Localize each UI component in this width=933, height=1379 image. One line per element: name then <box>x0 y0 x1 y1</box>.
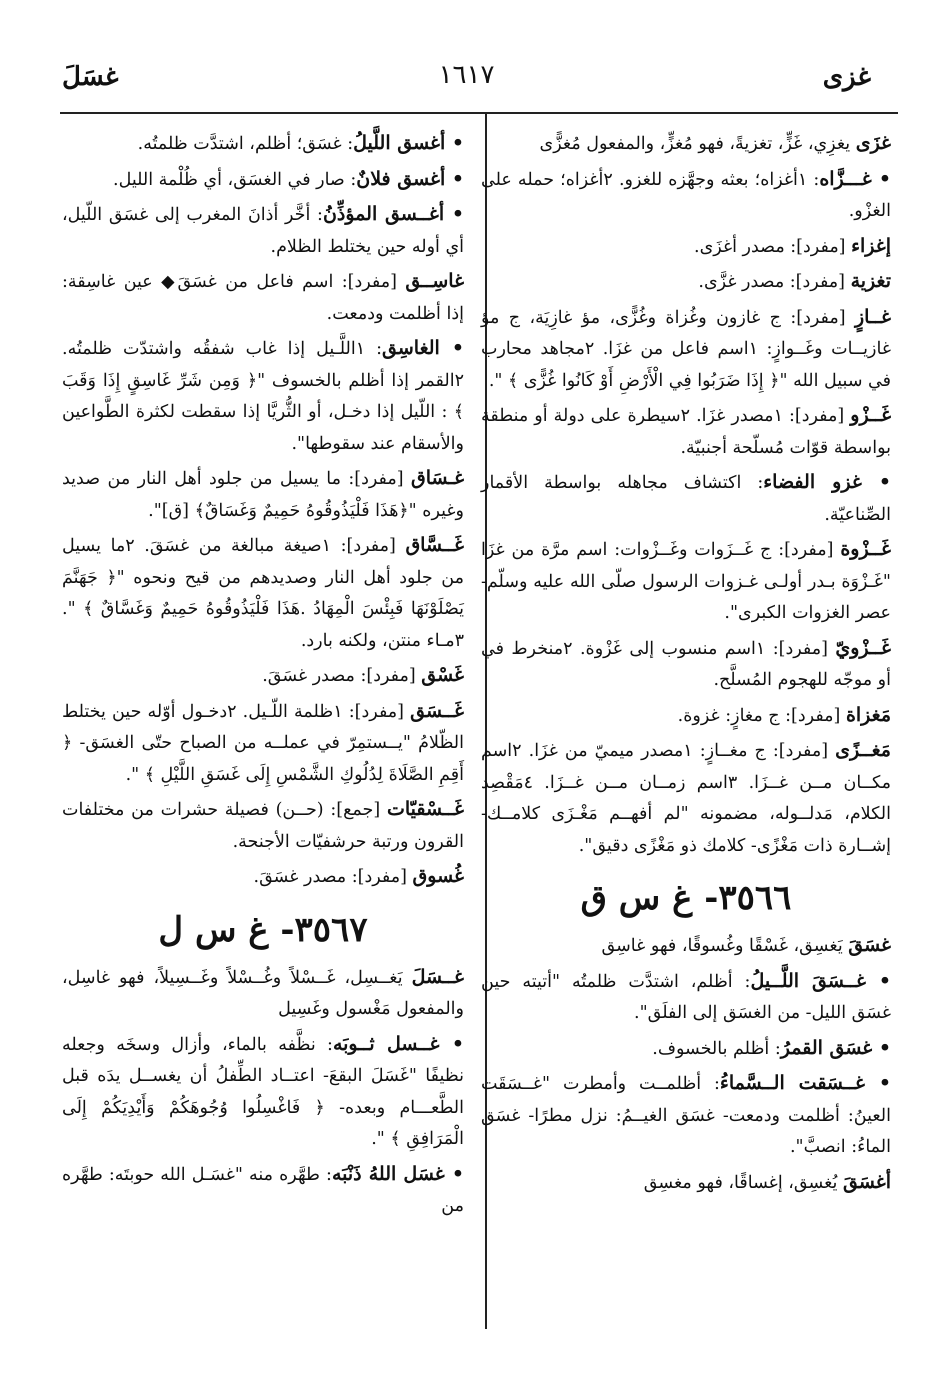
dictionary-entry <box>481 266 891 299</box>
entry-definition: [مفرد]: ١اسم منسوب إلى غَزْوة. ٢منخرط في أو موجّه للهجوم المُسلَّح. <box>481 638 891 690</box>
entry-headword: غَسْق <box>421 664 464 686</box>
entry-definition: : ١أغزاه؛ بعثه وجهَّزه للغزو. ٢أغزاه؛ حمله على الغزْو. <box>481 169 891 221</box>
entry-headword: • غسَق القمرُ <box>780 1036 891 1059</box>
dictionary-entry <box>62 1159 464 1223</box>
entry-definition: [مفرد]: مصدر غزَّى. <box>698 272 851 292</box>
entry-definition: : نظَّفه بالماء، وأزال وسخَه وجعله نظيفًا "غَسَلَ البقعَ- اعتــاد الطِّفلُ أن يغســل يدَه قبل الطَّعـــام وبعده- ﴿ فَاغْسِلُوا وُجُوهَكُمْ وَأَيْدِيَكُمْ إِلَى الْمَرَافِقِ ﴾ ". <box>62 1034 464 1149</box>
entry-definition: يَغــسِل، غَــسْلاً وغُــسْلاً وغَــسِيلاً، فهو غاسِل، والمفعول مَغْسول وغَسِيل <box>62 967 464 1019</box>
entry-definition: : صار في الغسَق، أي ظُلْمة الليل. <box>113 169 357 190</box>
right-column <box>481 128 891 1202</box>
header-right-word: غزى <box>822 62 871 92</box>
entry-definition: [مفرد]: ج غَــزَوات وغَــزْوات: اسم مرَّة من غزَا "غَـزْوَة بـدر أولـى غـزوات الرسول صلّى الله عليه وسلّم- عصر الغزوات الكبرى". <box>481 540 891 623</box>
entry-headword: • غسَل اللهُ ذَنْبَه <box>331 1162 464 1185</box>
entry-definition: : ١اللَّـيل إذا غاب شفقُه واشتدّت ظلمتُه. ٢القمر إذا أظلم بالخسوف "﴿ وَمِن شَرِّ غَاسِقٍ إِذَا وَقَبَ ﴾ : اللّيل إذا دخـل، أو الثُّريَّا إذا سقطت لكثرة الطَّواعين والأسقام عند سقوطها". <box>62 339 464 454</box>
dictionary-entry <box>481 467 891 531</box>
entry-headword: إغزاء <box>851 234 891 257</box>
dictionary-entry <box>481 302 891 398</box>
entry-headword: غسَقَ <box>848 934 891 956</box>
entry-definition: [جمع]: (حــن) فصيلة حشرات من مختلفات القرون ورتبة حرشفيّات الأجنحة. <box>62 800 464 852</box>
entry-headword: غَــزْو <box>850 404 892 426</box>
dictionary-entry <box>481 966 891 1030</box>
dictionary-entry <box>62 463 464 527</box>
entry-definition: : أخَّر أذانَ المغرب إلى غسَق اللّيل، أي أوله حين يختلط الظلام. <box>62 205 464 257</box>
dictionary-entry <box>481 164 891 228</box>
entry-headword: غــازٍ <box>854 305 891 328</box>
entry-headword: غَــسْقيّات <box>386 798 464 820</box>
header-left-word: غسَلَ <box>62 62 119 92</box>
entry-definition: [مفرد]: ج مغــازٍ: ١مصدر ميميّ من غزَا. ٢اسم مكــان مــن غــزَا. ٣اسم زمــان مــن غــزَا. ٤مَقْصِد الكلام، مَدلــوله، مضمونه "لم أفهــم مَغْـزَى كلامــك- إشــارة ذات مَغْزًى- كلامك ذو مَغْزًى دقيق". <box>481 741 891 856</box>
entry-definition: [مفرد]: ج مغازٍ: غزوة. <box>677 705 846 726</box>
dictionary-entry <box>62 199 464 263</box>
entry-headword: • أغسق اللَّيلُ <box>353 132 464 154</box>
dictionary-entry <box>481 930 891 963</box>
dictionary-entry <box>62 128 464 161</box>
dictionary-entry <box>62 333 464 460</box>
entry-definition: [مفرد]: اسم فاعل من غسَقَ◆ عين غاسِقة: إذا أظلمت ودمعت. <box>62 272 464 324</box>
entry-headword: • غــسَقت الــسَّماءُ <box>719 1072 891 1094</box>
dictionary-entry <box>481 1033 891 1066</box>
entry-headword: غَــزْويّ <box>835 636 891 659</box>
dictionary-entry <box>62 696 464 792</box>
entry-definition: : اكتشاف مجاهله بواسطة الأقمار الصِّناعيّة. <box>481 473 891 525</box>
dictionary-entry <box>481 128 891 161</box>
dictionary-entry <box>62 962 464 1026</box>
dictionary-entry <box>62 660 464 693</box>
root-section-heading: ٣٥٦٧- غ س ل <box>158 909 368 950</box>
dictionary-entry <box>481 400 891 464</box>
entry-definition: [مفرد]: ما يسيل من جلود أهل النار من صديد وغيره "﴿هَذَا فَلْيَذُوقُوهُ حَمِيمٌ وَغَسَاقٌ﴾ [ق]". <box>62 469 464 521</box>
entry-definition: يغزِي، غَزٍّ، تغزيةً، فهو مُغزٍّ، والمفعول مُغزًّى <box>539 134 856 154</box>
entry-headword: غَــزْوة <box>840 538 891 560</box>
entry-definition: [مفرد]: مصدر غسَقَ. <box>253 867 413 887</box>
dictionary-entry <box>481 534 891 630</box>
dictionary-entry <box>481 1167 891 1200</box>
left-column <box>62 128 464 1226</box>
entry-definition: [مفرد]: مصدر أغزَى. <box>694 236 852 257</box>
entry-headword: أغسَقَ <box>842 1170 891 1193</box>
entry-headword: غَــسَق <box>410 699 464 722</box>
dictionary-entry <box>62 794 464 858</box>
entry-definition: [مفرد]: ١ظلمة اللّـيل. ٢دخـول أوّله حين يختلط الظّلامُ "يــستمِرّ في عملــه من الصباح حتّى الغسَق- ﴿ أَقِمِ الصَّلَاةَ لِدُلُوكِ الشَّمْسِ إِلَى غَسَقِ اللَّيْلِ ﴾ ". <box>62 701 464 785</box>
dictionary-entry <box>62 530 464 657</box>
page-number: ١٦١٧ <box>438 60 495 90</box>
entry-headword: • غــسل ثــوبَه <box>332 1032 464 1055</box>
entry-definition: [مفرد]: ١مصدر غزَا. ٢سيطرة على دولة أو منطقة بواسطة قوّات مُسلّحة أجنبيّة. <box>481 406 891 458</box>
entry-headword: غــسَلَ <box>411 965 464 988</box>
entry-headword: • الغاسِق <box>382 337 464 359</box>
entry-headword: غُسوق <box>412 865 464 887</box>
entry-headword: • غـــزَّاه <box>819 167 891 190</box>
entry-definition: : أظلم بالخسوف. <box>652 1038 781 1059</box>
entry-headword: غزَى <box>855 132 891 154</box>
entry-definition: [مفرد]: مصدر غسَقَ. <box>262 666 422 686</box>
entry-definition: : أظلم، اشتدَّت ظلمتُه "أتيته حين غسَق الليل- من الغسَق إلى الفلَق". <box>481 971 891 1023</box>
entry-definition: يُغسِق، إغساقًا، فهو مغسِق <box>643 1172 843 1193</box>
entry-definition: : غسَق؛ أظلم، اشتدَّت ظلمتُه. <box>137 134 354 154</box>
entry-headword: مَغزاة <box>845 703 891 726</box>
entry-headword: • غــسَقَ اللَّــيلُ <box>750 969 892 992</box>
entry-headword: غَــسَّاق <box>405 534 464 556</box>
entry-definition: [مفرد]: ج غازون وغُزاة وغُزًّى، مؤ غازِيَة، ج مؤ غازيــات وغَــوازٍ: ١اسم فاعل من غزَا. ٢مجاهد محارب في سبيل الله "﴿ إِذَا ضَرَبُوا فِي الْأَرْضِ أَوْ كَانُوا غُزًّى ﴾ ". <box>481 307 891 391</box>
dictionary-entry <box>481 735 891 862</box>
dictionary-entry <box>481 1068 891 1164</box>
entry-headword: تغزية <box>850 270 891 292</box>
entry-headword: مَغــزًى <box>835 739 891 761</box>
entry-headword: • أغــسق المؤذِّنُ <box>322 203 464 225</box>
entry-definition: [مفرد]: ١صيغة مبالغة من غسَقَ. ٢ما يسيل من جلود أهل النار وصديدهم من قيح ونحوه "﴿ جَهَنَّمَ يَصْلَوْنَهَا فَبِئْسَ الْمِهَادُ .هَذَا فَلْيَذُوقُوهُ حَمِيمٌ وَغَسَّاقٌ ﴾ ". ٣مـاء منتن، ولكنه بارد. <box>62 536 464 651</box>
root-section-heading: ٣٥٦٦- غ س ق <box>580 878 792 918</box>
entry-headword: غـسَاق <box>411 467 464 489</box>
entry-definition: يَغسِق، غَسْقًا وغُسوقًا، فهو غاسِق <box>601 936 849 956</box>
dictionary-entry <box>481 700 891 733</box>
entry-definition: : أظلمــت وأمطرت "غــسَقَت العينُ: أظلمت ودمعت- غسَق الغيــمُ: نزل مطرًا- غسَق الماءُ: انصبَّ". <box>481 1074 891 1157</box>
dictionary-entry <box>62 861 464 894</box>
dictionary-entry <box>62 164 464 197</box>
dictionary-entry <box>62 1029 464 1156</box>
entry-headword: • أغسق فلانٌ <box>356 167 464 190</box>
entry-definition: : طهَّره منه "غسَـل الله حوبتَه: طهَّره من <box>62 1164 464 1216</box>
entry-headword: غاسِــق <box>405 270 464 292</box>
header-rule <box>60 112 898 114</box>
dictionary-entry <box>62 266 464 330</box>
dictionary-entry <box>481 633 891 697</box>
dictionary-entry <box>481 231 891 264</box>
entry-headword: • غزو الفضاء <box>763 471 891 493</box>
